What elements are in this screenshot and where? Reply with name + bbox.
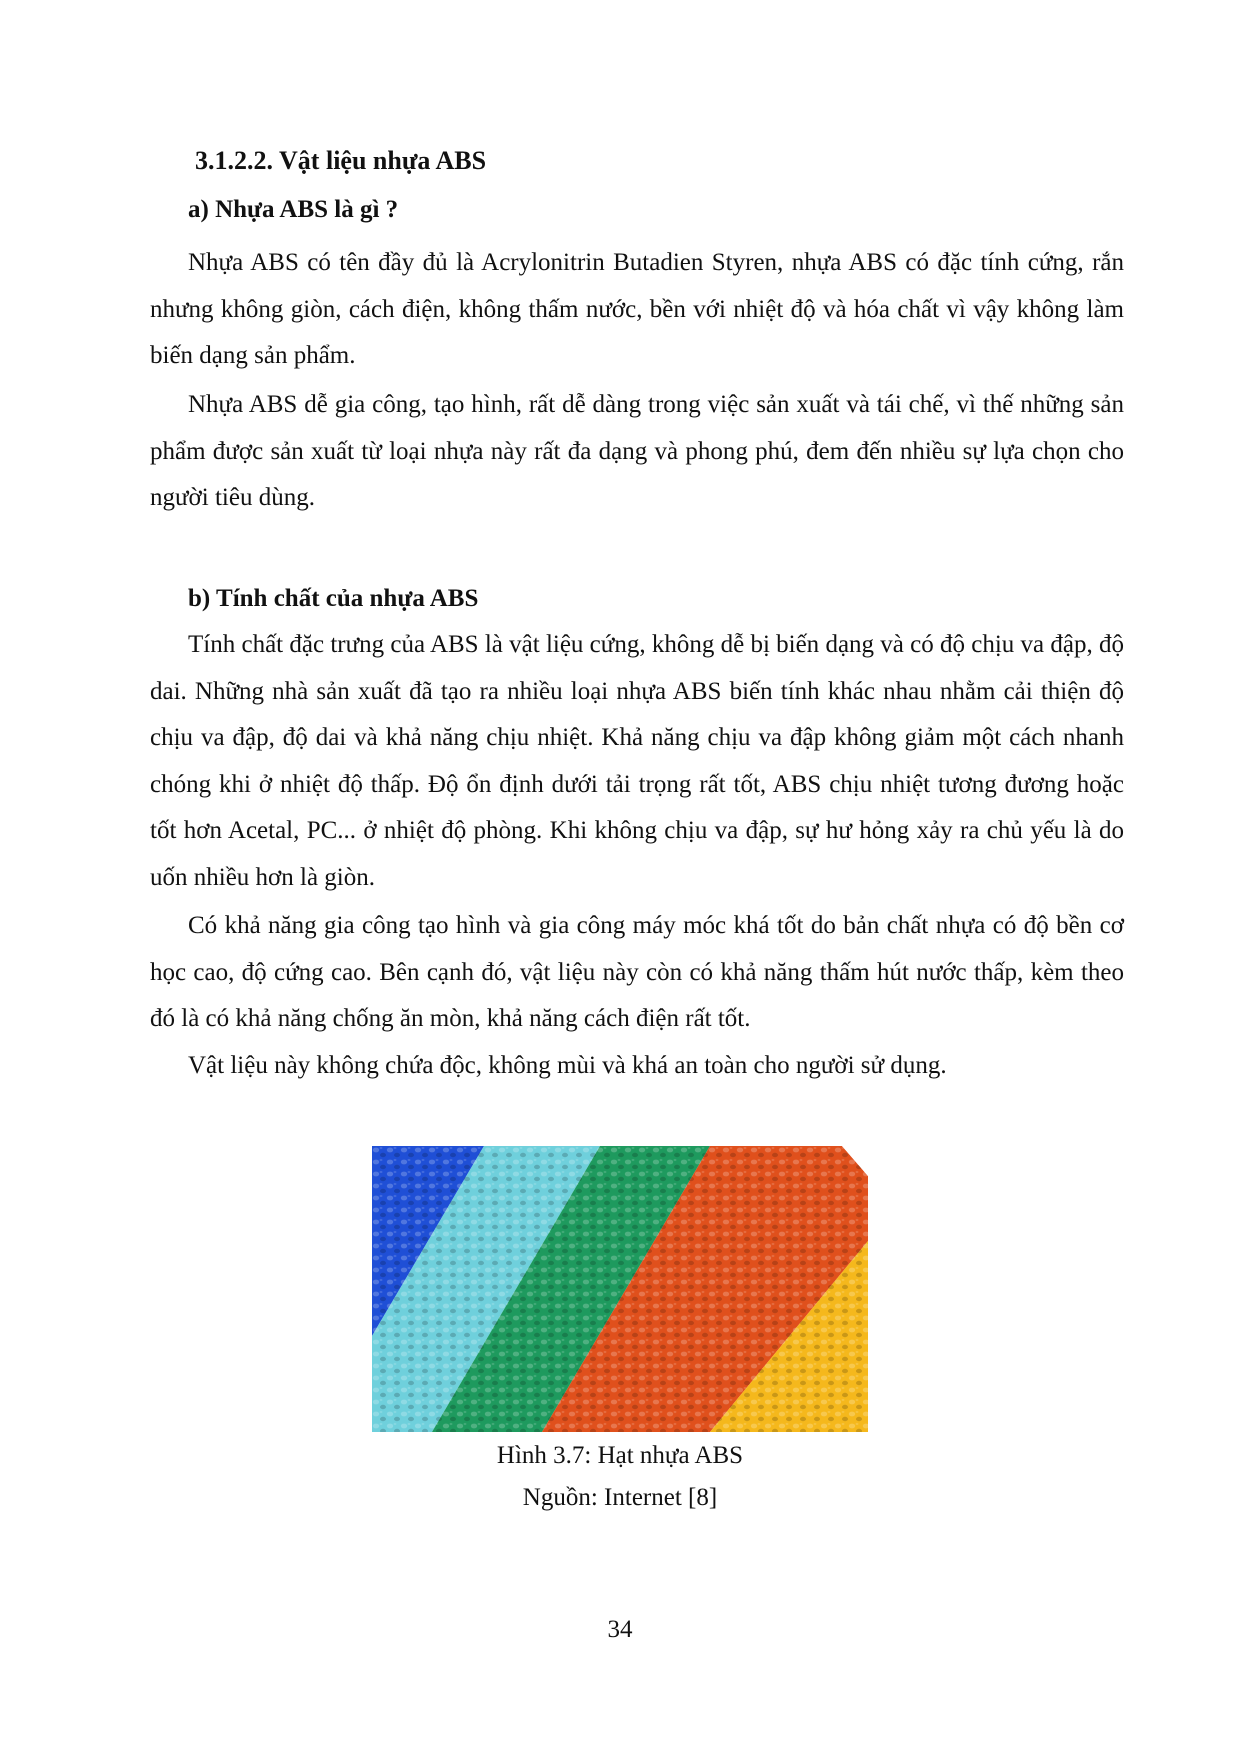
paragraph-abs-definition: Nhựa ABS có tên đầy đủ là Acrylonitrin Butadien Styren, nhựa ABS có đặc tính cứng, rắn nhưng không giòn, cách điện, không thấm nước, bền với nhiệt độ và hóa chất vì vậy không làm biến dạng sản phẩm.: [150, 249, 1124, 369]
paragraph-abs-safety: Vật liệu này không chứa độc, không mùi và khá an toàn cho người sử dụng.: [188, 1052, 947, 1079]
figure-caption: Hình 3.7: Hạt nhựa ABS: [496, 1442, 744, 1469]
subsection-b-heading: b) Tính chất của nhựa ABS: [188, 585, 479, 612]
figure-source: Nguồn: Internet [8]: [522, 1484, 718, 1511]
paragraph-abs-properties: Tính chất đặc trưng của ABS là vật liệu cứng, không dễ bị biến dạng và có độ chịu va đập, độ dai. Những nhà sản xuất đã tạo ra nhiều loại nhựa ABS biến tính khác nhau nhằm cải thiện độ chịu va đập, độ dai và khả năng chịu nhiệt. Khả năng chịu va đập không giảm một cách nhanh chóng khi ở nhiệt độ thấp. Độ ổn định dưới tải trọng rất tốt, ABS chịu nhiệt tương đương hoặc tốt hơn Acetal, PC... ở nhiệt độ phòng. Khi không chịu va đập, sự hư hỏng xảy ra chủ yếu là do uốn nhiều hơn là giòn.: [150, 631, 1124, 891]
page-number: 34: [607, 1616, 633, 1643]
subsection-a-heading: a) Nhựa ABS là gì ?: [188, 196, 399, 223]
section-heading: 3.1.2.2. Vật liệu nhựa ABS: [195, 146, 487, 175]
paragraph-abs-processing: Nhựa ABS dễ gia công, tạo hình, rất dễ dàng trong việc sản xuất và tái chế, vì thế những sản phẩm được sản xuất từ loại nhựa này rất đa dạng và phong phú, đem đến nhiều sự lựa chọn cho người tiêu dùng.: [150, 391, 1124, 511]
paragraph-abs-mechanical: Có khả năng gia công tạo hình và gia công máy móc khá tốt do bản chất nhựa có độ bền cơ học cao, độ cứng cao. Bên cạnh đó, vật liệu này còn có khả năng thấm hút nước thấp, kèm theo đó là có khả năng chống ăn mòn, khả năng cách điện rất tốt.: [150, 912, 1124, 1032]
abs-pellets-image: [372, 1146, 868, 1432]
